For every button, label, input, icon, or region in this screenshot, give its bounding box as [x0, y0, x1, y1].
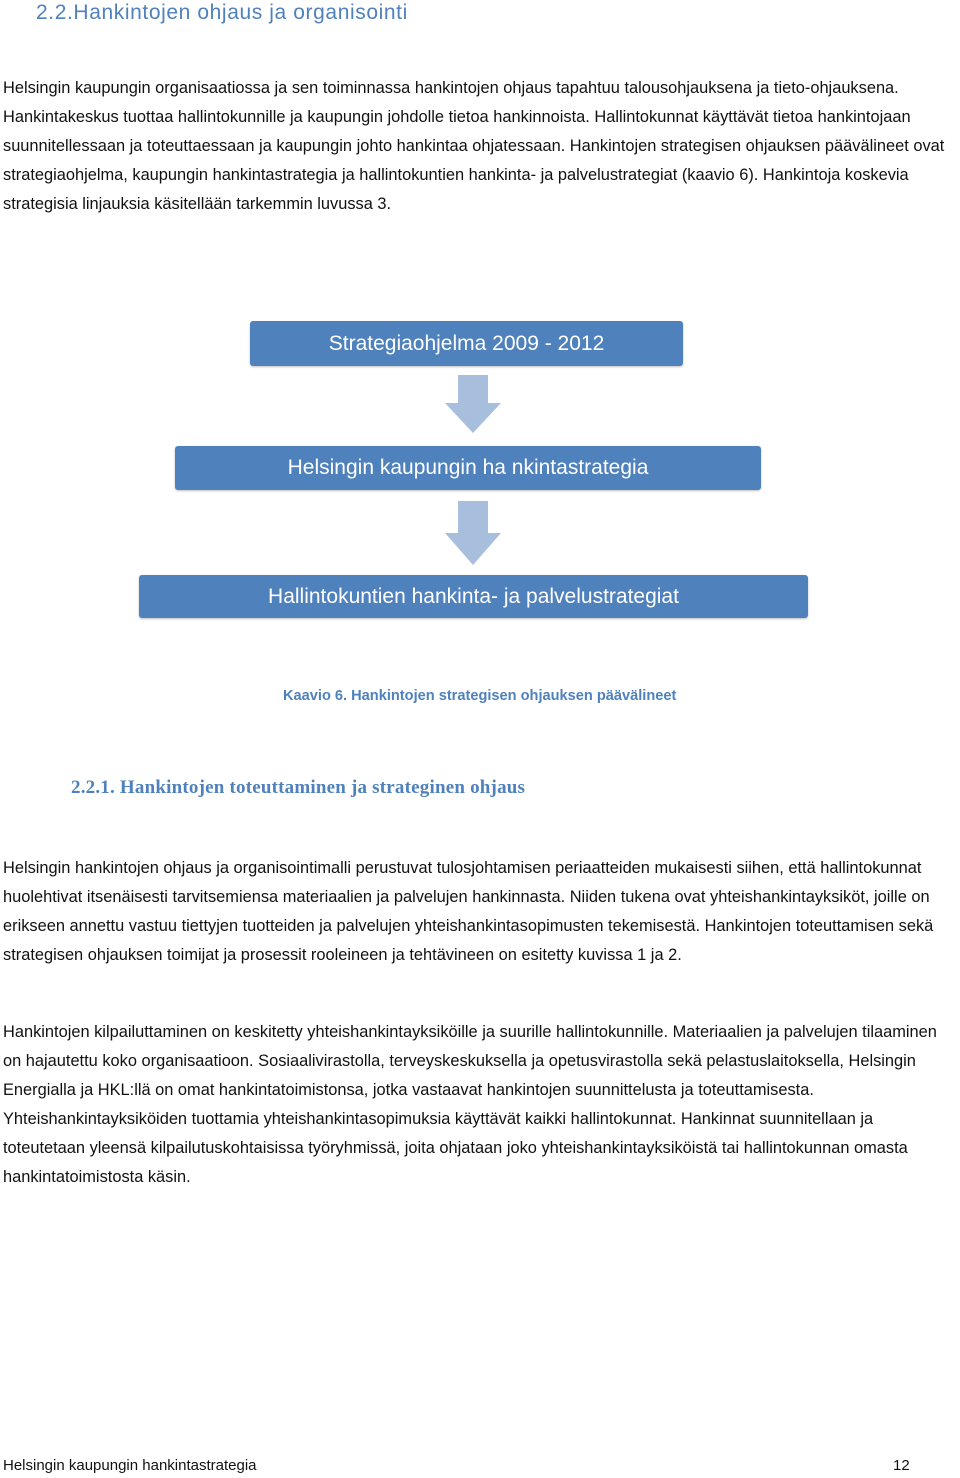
down-arrow-icon	[443, 375, 503, 435]
down-arrow-icon	[443, 501, 503, 567]
section-heading: 2.2.Hankintojen ohjaus ja organisointi	[36, 1, 408, 24]
department-strategies-box: Hallintokuntien hankinta- ja palvelustrategiat	[139, 575, 808, 618]
footer-title: Helsingin kaupungin hankintastrategia	[3, 1457, 257, 1474]
body-paragraph-1: Helsingin hankintojen ohjaus ja organisointimalli perustuvat tulosjohtamisen periaatteiden mukaisesti siihen, että hallintokunnat huolehtivat itsenäisesti tarvitsemiensa materiaalien ja palvelujen hankinnasta. Niiden tukena ovat yhteishankintayksiköt, joille on erikseen annettu vastuu tiettyjen tuotteiden ja palvelujen yhteishankintasopimusten tekemisestä. Hankintojen toteuttamisen sekä strategisen ohjauksen toimijat ja prosessit rooleineen ja tehtävineen on esitetty kuvissa 1 ja 2.	[3, 859, 934, 964]
strategy-program-box: Strategiaohjelma 2009 - 2012	[250, 321, 683, 366]
body-paragraph-2: Hankintojen kilpailuttaminen on keskitetty yhteishankintayksiköille ja suurille hallintokunnille. Materiaalien ja palvelujen tilaaminen on hajautettu koko organisaatioon. Sosiaalivirastolla, terveyskeskuksella ja opetusvirastolla sekä pelastuslaitoksella, Helsingin Energialla ja HKL:llä on omat hankintatoimistonsa, jotka vastaavat hankintojen suunnittelusta ja toteuttamisesta. Yhteishankintayksiköiden tuottamia yhteishankintasopimuksia käyttävät kaikki hallintokunnat. Hankinnat suunnitellaan ja toteutetaan yleensä kilpailutuskohtaisissa työryhmissä, joita ohjataan joko yhteishankintayksiköistä tai hallintokunnan omasta hankintatoimistosta käsin.	[3, 1023, 937, 1186]
intro-paragraph: Helsingin kaupungin organisaatiossa ja sen toiminnassa hankintojen ohjaus tapahtuu talousohjauksena ja tieto-ohjauksena. Hankintakeskus tuottaa hallintokunnille ja kaupungin johdolle tietoa hankinnoista. Hallintokunnat käyttävät tietoa hankintojaan suunnitellessaan ja toteuttaessaan ja kaupungin johto hankintaa ohjatessaan. Hankintojen strategisen ohjauksen päävälineet ovat strategiaohjelma, kaupungin hankintastrategia ja hallintokuntien hankinta- ja palvelustrategiat (kaavio 6). Hankintoja koskevia strategisia linjauksia käsitellään tarkemmin luvussa 3.	[3, 79, 945, 213]
diagram-caption: Kaavio 6. Hankintojen strategisen ohjauksen päävälineet	[283, 688, 677, 704]
page-number: 12	[893, 1457, 910, 1474]
subsection-heading: 2.2.1. Hankintojen toteuttaminen ja strateginen ohjaus	[71, 777, 526, 798]
procurement-strategy-box: Helsingin kaupungin ha nkintastrategia	[175, 446, 761, 490]
